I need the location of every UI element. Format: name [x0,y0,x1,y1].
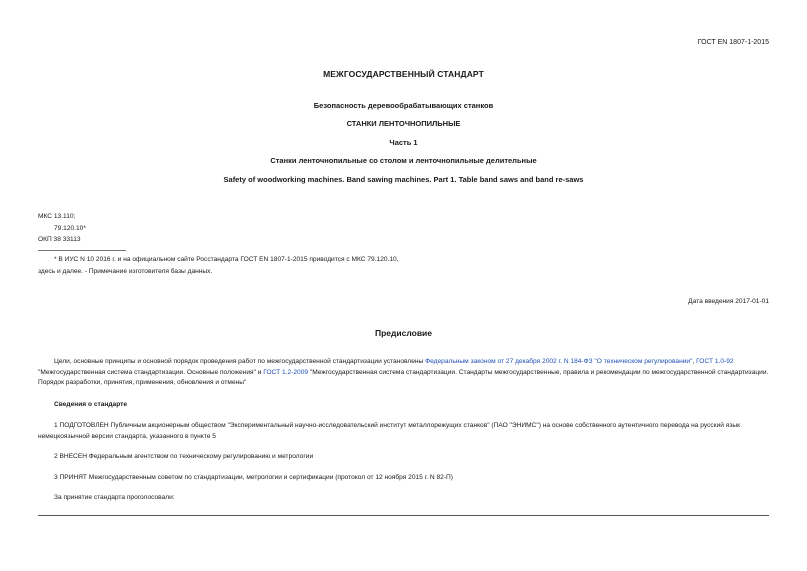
subtitle-ru: Станки ленточнопильные со столом и ленточнопильные делительные [270,156,537,165]
preface-heading: Предисловие [374,328,433,338]
paragraph-text: Цели, основные принципы и основной порядок проведения работ по межгосударственной стандартизации установлены [54,358,426,365]
federal-law-link[interactable]: Федеральным законом от 27 декабря 2002 г. N 184-ФЗ "О техническом регулировании" [425,358,693,365]
page-bottom-divider [38,515,769,516]
okp-code: ОКП 38 33113 [38,236,81,243]
paragraph-text: "Межгосударственная система стандартизации. Основные положения" и [38,368,264,376]
safety-title: Безопасность деревообрабатывающих станков [313,101,494,110]
item-adopted: 3 ПРИНЯТ Межгосударственным советом по стандартизации, метрологии и сертификации (протокол от 12 ноября 2015 г. N 82-П) [54,474,453,481]
mks-code-secondary: 79.120.10* [54,225,86,232]
footnote-divider [38,250,126,251]
gost-1-0-92-link[interactable]: ГОСТ 1.0-92 [696,358,734,365]
introduction-date: Дата введения 2017-01-01 [688,298,769,305]
gost-1-2-2009-link[interactable]: ГОСТ 1.2-2009 [263,368,309,376]
mks-code: МКС 13.110; [38,213,76,220]
footnote-line-2: здесь и далее. - Примечание изготовителя базы данных. [38,268,213,275]
part-title: Часть 1 [389,138,418,147]
subtitle-en: Safety of woodworking machines. Band sawing machines. Part 1. Table band saws and band re-saws [223,175,584,184]
document-code: ГОСТ EN 1807-1-2015 [697,39,769,46]
main-title: МЕЖГОСУДАРСТВЕННЫЙ СТАНДАРТ [323,69,484,79]
standard-info-heading: Сведения о стандарте [54,401,128,408]
item-prepared: 1 ПОДГОТОВЛЕН Публичным акционерным обществом "Экспериментальный научно-исследовательский институт металлорежущих станков" (ПАО "ЭНИМС") на основе собственного аутентичного перевода на русский язык немецкоязычной версии стандарта, указанного в пункте 5 [38,422,741,440]
machines-title: СТАНКИ ЛЕНТОЧНОПИЛЬНЫЕ [346,119,461,128]
paragraph-text: "Межгосударственная система стандартизации. Стандарты межгосударственные, правила и рекомендации по межгосударственной стандартизации. Порядок разработки, принятия, применения, обновления и отмены" [38,368,769,386]
paragraph-text: , [692,358,695,365]
preface-paragraph [38,357,769,389]
footnote-line-1: * В ИУС N 10 2016 г. и на официальном сайте Росстандарта ГОСТ EN 1807-1-2015 приводится с МКС 79.120.10, [54,256,399,263]
item-voted: За принятие стандарта проголосовали: [54,494,175,501]
item-introduced: 2 ВНЕСЕН Федеральным агентством по техническому регулированию и метрологии [54,453,314,460]
